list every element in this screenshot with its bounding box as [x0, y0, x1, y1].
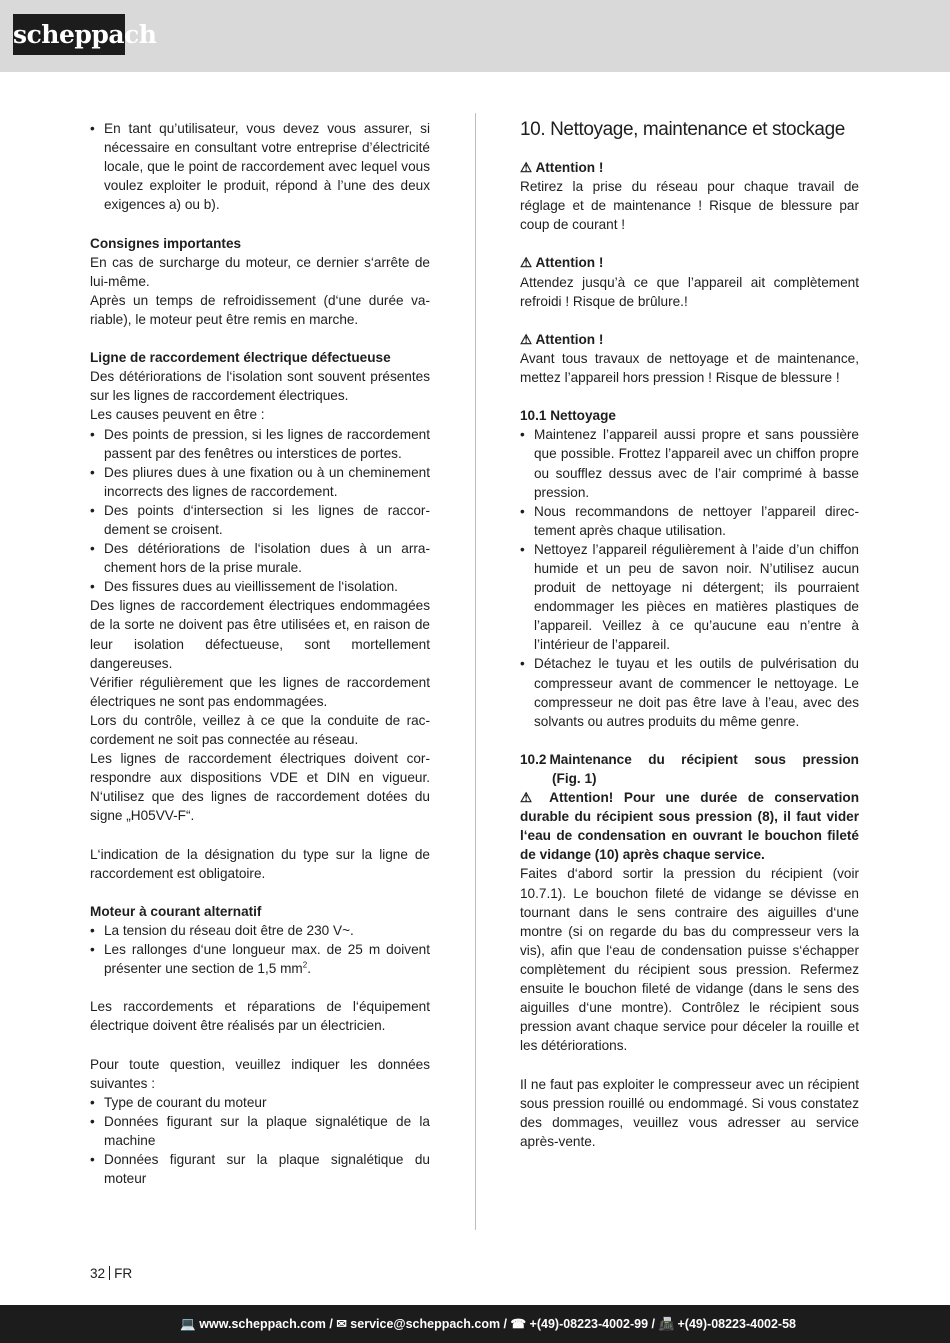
ligne-paragraph-5: Lors du contrôle, veillez à ce que la conduite de raccordement ne soit pas connectée au réseau.	[90, 712, 430, 747]
nettoyage-bullet: • Détachez le tuyau et les outils de pulvérisation du compresseur avant de commencer le nettoyage. Le compresseur ne doit pas être lave à l’eau, avec des solvants ou autres produits du même genre.	[520, 654, 859, 730]
raccordement-paragraph: Les raccordements et réparations de l‘équipement électrique doivent être réalisés par un électricien.	[90, 999, 430, 1034]
maintenance-warning: ⚠ Attention! Pour une durée de conservation durable du récipient sous pression (8), il faut vider l‘eau de condensation en ouvrant le bouchon fileté de vidange (10) après chaque service.	[520, 790, 859, 863]
consignes-paragraph-1: En cas de surcharge du moteur, ce dernier s‘arrête de lui-même.	[90, 254, 430, 289]
ligne-paragraph-3: Des lignes de raccordement électriques endommagées de la sorte ne doivent pas être utilisées et, en raison de leur isolation défectueuse, sont mortellement dangereuses.	[90, 598, 430, 671]
ligne-bullet: • Des points d‘intersection si les lignes de raccordement se croisent.	[90, 501, 430, 539]
left-column	[90, 119, 430, 1188]
intro-bullet: • En tant qu’utilisateur, vous devez vous assurer, si nécessaire en consultant votre entreprise d’électricité locale, que le point de raccordement avec lequel vous voulez exploiter le produit, répond à l’une des deux exigences a) ou b).	[90, 119, 430, 214]
attention-label: ⚠ Attention !	[520, 255, 604, 271]
consignes-paragraph-2: Après un temps de refroidissement (d‘une durée variable), le moteur peut être remis en marche.	[90, 292, 430, 327]
footer-email[interactable]: ✉ service@scheppach.com /	[336, 1317, 508, 1331]
attention-paragraph-3: Avant tous travaux de nettoyage et de maintenance, mettez l’appareil hors pression ! Risque de blessure !	[520, 350, 859, 386]
page-number-value: 32	[90, 1266, 106, 1281]
footer-web[interactable]: 💻 www.scheppach.com /	[180, 1317, 333, 1331]
ligne-bullet: • Des détériorations de l‘isolation dues à un arrachement hors de la prise murale.	[90, 539, 430, 577]
scheppach-logo: scheppach	[13, 14, 125, 55]
ligne-paragraph-6: Les lignes de raccordement électriques doivent correspondre aux dispositions VDE et DIN en vigueur. N‘utilisez que des lignes de raccordement dotées du signe „H05VV-F“.	[90, 751, 430, 824]
nettoyage-heading: 10.1 Nettoyage	[520, 408, 616, 424]
ligne-bullet: • Des pliures dues à une fixation ou à un cheminement incorrects des lignes de raccordement.	[90, 463, 430, 501]
maintenance-heading	[520, 750, 859, 788]
maintenance-heading-text: Maintenance du récipient sous pression	[549, 751, 859, 767]
moteur-bullet-text: Les rallonges d‘une longueur max. de 25 m doivent présenter une section de 1,5 mm	[104, 942, 430, 977]
attention-label: ⚠ Attention !	[520, 331, 604, 347]
moteur-bullet-end: .	[307, 961, 311, 977]
section-title: 10. Nettoyage, maintenance et stockage	[520, 119, 845, 140]
question-bullet: • Type de courant du moteur	[90, 1093, 430, 1112]
ligne-paragraph-1: Des détériorations de l‘isolation sont souvent présentes sur les lignes de raccordement électriques.	[90, 369, 430, 404]
right-column	[520, 119, 859, 1151]
page-number	[90, 1266, 132, 1282]
maintenance-paragraph-1: Faites d‘abord sortir la pression du récipient (voir 10.7.1). Le bouchon fileté de vidange se dévisse en tournant dans le sens contraire des aiguilles d‘une montre (si on regarde du bas du compresseur vers la vis), afin que l‘eau de condensation puisse s‘échapper complètement du récipient sous pression. Refermez ensuite le bouchon fileté de vidange (dans le sens des aiguilles d‘une montre). Contrôlez le récipient sous pression avant chaque service pour déceler la rouille et les détériorations.	[520, 866, 859, 1054]
ligne-bullet: • Des fissures dues au vieillissement de l‘isolation.	[90, 577, 430, 596]
question-paragraph: Pour toute question, veuillez indiquer les données suivantes :	[90, 1056, 430, 1091]
page-footer	[0, 1305, 950, 1343]
attention-label: ⚠ Attention !	[520, 160, 604, 175]
page-header	[0, 0, 950, 72]
moteur-bullet: • La tension du réseau doit être de 230 V~.	[90, 921, 430, 940]
page-number-separator	[109, 1266, 110, 1280]
column-divider	[475, 113, 476, 1230]
maintenance-heading-fig: (Fig. 1)	[552, 771, 597, 786]
ligne-bullet: • Des points de pression, si les lignes de raccordement passent par des fenêtres ou interstices de portes.	[90, 425, 430, 463]
page-language: FR	[114, 1266, 133, 1281]
attention-paragraph-2: Attendez jusqu’à ce que l’appareil ait complètement refroidi ! Risque de brûlure.!	[520, 274, 859, 309]
ligne-heading: Ligne de raccordement électrique défectueuse	[90, 350, 391, 366]
maintenance-heading-number: 10.2	[520, 751, 547, 767]
nettoyage-bullet: • Nous recommandons de nettoyer l’appareil directement après chaque utilisation.	[520, 502, 859, 540]
superscript: 2	[302, 960, 308, 970]
footer-fax: 📠 +(49)-08223-4002-58	[658, 1317, 796, 1331]
ligne-paragraph-4: Vérifier régulièrement que les lignes de raccordement électriques ne sont pas endommagées.	[90, 674, 430, 709]
question-bullet: • Données figurant sur la plaque signalétique du moteur	[90, 1150, 430, 1188]
ligne-paragraph-2: Les causes peuvent en être :	[90, 407, 265, 423]
indication-paragraph: L‘indication de la désignation du type sur la ligne de raccordement est obligatoire.	[90, 846, 430, 881]
nettoyage-bullet: • Nettoyez l’appareil régulièrement à l’aide d’un chiffon humide et un peu de savon noir. N’utilisez aucun produit de nettoyage ni détergent; ils pourraient endommager les pièces en matières plastiques de l’appareil. Veillez à ce qu’aucune eau n’entre à l’intérieur de l’appareil.	[520, 540, 859, 655]
footer-phone: ☎ +(49)-08223-4002-99 /	[510, 1317, 655, 1331]
nettoyage-bullet: • Maintenez l’appareil aussi propre et sans poussière que possible. Frottez l’appareil avec un chiffon propre ou soufflez dessus avec de l’air comprimé à basse pression.	[520, 425, 859, 501]
maintenance-paragraph-2: Il ne faut pas exploiter le compresseur avec un récipient sous pression rouillé ou endommagé. Si vous constatez des dommages, veuillez vous adresser au service après-vente.	[520, 1076, 859, 1149]
moteur-heading: Moteur à courant alternatif	[90, 903, 262, 919]
moteur-bullet	[90, 940, 430, 978]
question-bullet: • Données figurant sur la plaque signalétique de la machine	[90, 1112, 430, 1150]
maintenance-heading-line	[520, 750, 859, 769]
attention-paragraph-1: Retirez la prise du réseau pour chaque travail de réglage et de maintenance ! Risque de blessure par coup de courant !	[520, 179, 859, 233]
consignes-heading: Consignes importantes	[90, 235, 242, 251]
